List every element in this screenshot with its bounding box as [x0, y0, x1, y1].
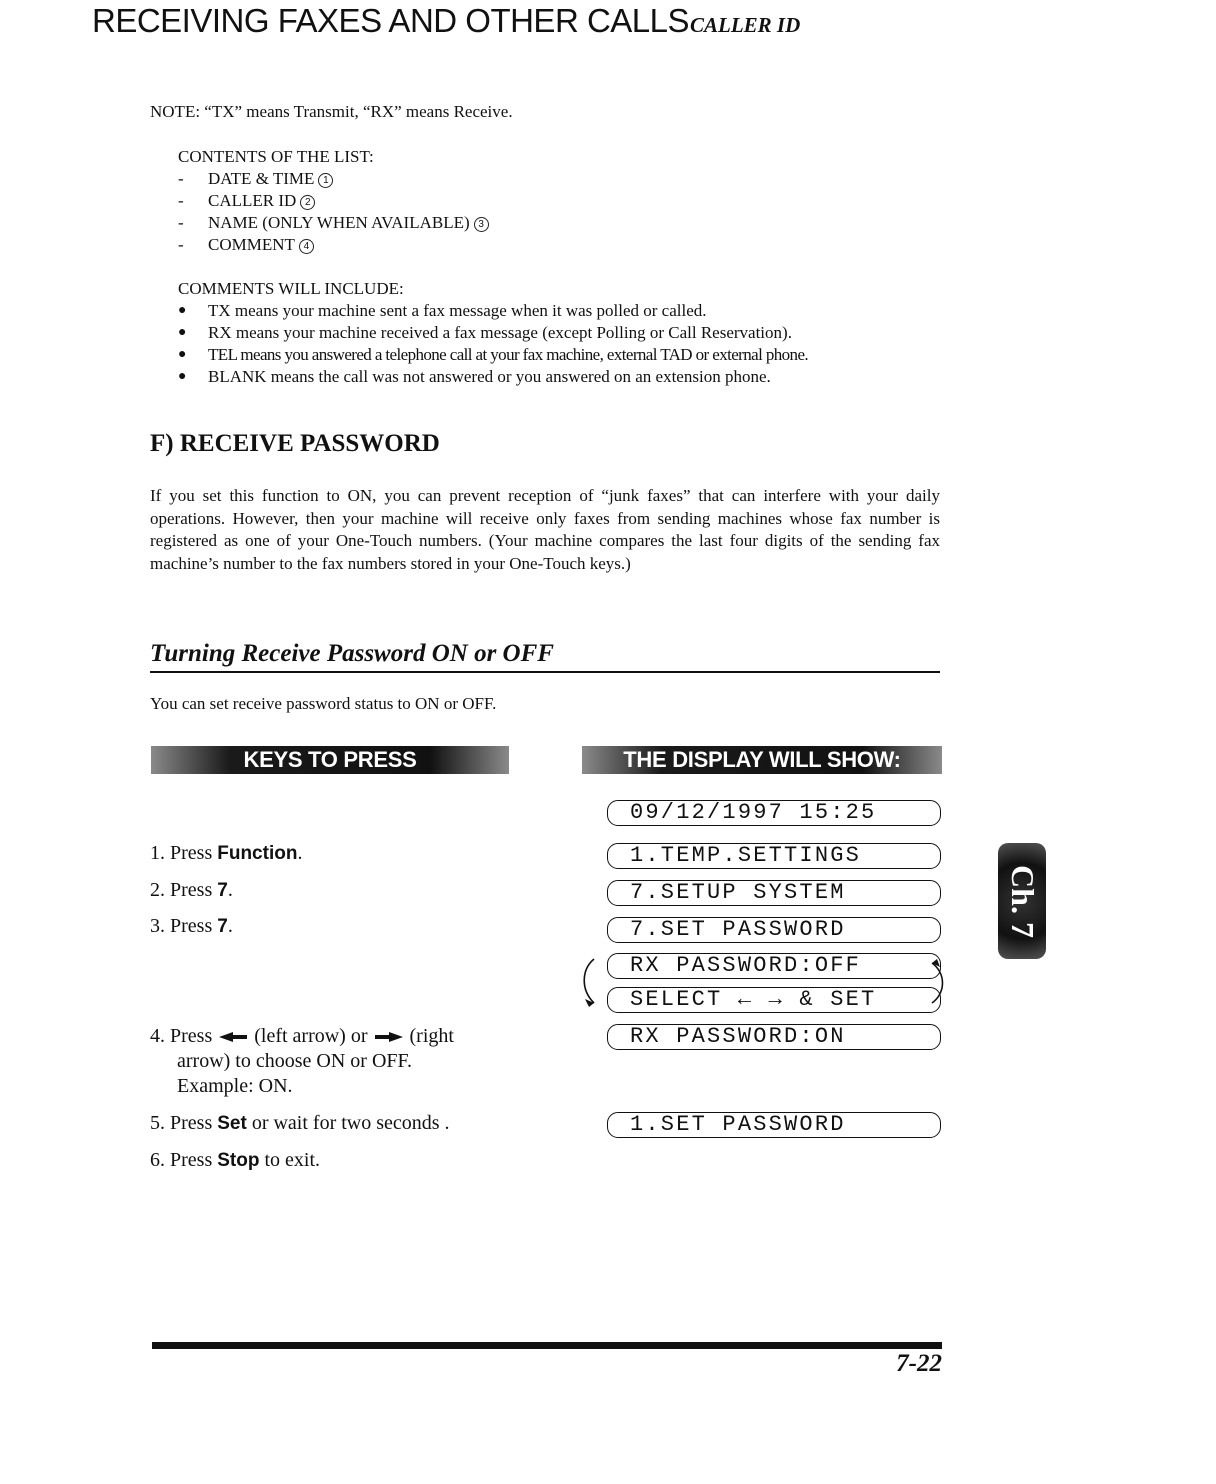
left-arrow-icon [219, 1032, 247, 1042]
step-text: . [297, 842, 303, 864]
keys-to-press-bar: KEYS TO PRESS [151, 746, 509, 774]
list-item: - NAME (ONLY WHEN AVAILABLE) 3 [178, 212, 938, 234]
step-text: 2. Press [150, 879, 218, 901]
right-arrow-icon [375, 1032, 403, 1042]
list-item: - DATE & TIME 1 [178, 168, 938, 190]
list-item: - CALLER ID 2 [178, 190, 938, 212]
step-text: 4. Press [150, 1025, 213, 1047]
key-name: 7 [217, 880, 228, 901]
contents-heading: CONTENTS OF THE LIST: [178, 147, 374, 166]
page-header-subtitle: CALLER ID [690, 13, 801, 37]
list-item: ● RX means your machine received a fax message (except Polling or Call Reservation). [178, 323, 792, 342]
key-name: Set [217, 1113, 247, 1134]
step-text: 1. Press [150, 842, 218, 864]
circled-number: 4 [299, 239, 314, 254]
section-heading: F) RECEIVE PASSWORD [150, 430, 440, 457]
step-1 [150, 841, 302, 866]
circled-number: 2 [300, 195, 315, 210]
step-3 [150, 914, 233, 939]
list-item-label: CALLER ID [208, 191, 297, 210]
circled-number: 3 [474, 217, 489, 232]
step-5 [150, 1111, 450, 1136]
list-item: ● TEL means you answered a telephone call at your fax machine, external TAD or external phone. [178, 345, 809, 364]
step-text: 6. Press [150, 1149, 218, 1171]
step-text: 3. Press [150, 915, 218, 937]
lcd-display: 7.SETUP SYSTEM [607, 880, 941, 906]
list-item-label: DATE & TIME [208, 169, 315, 188]
key-name: Stop [217, 1150, 260, 1171]
key-name: 7 [217, 916, 228, 937]
lcd-display: 7.SET PASSWORD [607, 917, 941, 943]
note-text: NOTE: “TX” means Transmit, “RX” means Receive. [150, 102, 513, 121]
chapter-tab-label: Ch. 7 [1004, 864, 1041, 938]
section-paragraph: If you set this function to ON, you can prevent reception of “junk faxes” that can interfere with your daily operations. However, then your machine will receive only faxes from sending machines whose fax number is registered as one of your One-Touch numbers. (Your machine compares the last four digits of the sending fax machine’s number to the fax numbers stored in your One-Touch keys.) [150, 486, 940, 573]
list-item: ● BLANK means the call was not answered or you answered on an extension phone. [178, 367, 771, 386]
step-text: Example: ON. [177, 1075, 293, 1097]
subsection-intro: You can set receive password status to ON or OFF. [150, 694, 497, 713]
lcd-display: SELECT ← → & SET [607, 987, 941, 1013]
list-item-text: TEL means you answered a telephone call at your fax machine, external TAD or external phone. [208, 345, 809, 364]
step-text: 5. Press [150, 1112, 218, 1134]
list-item: - COMMENT 4 [178, 234, 938, 256]
subsection-heading: Turning Receive Password ON or OFF [150, 640, 940, 673]
display-will-show-bar: THE DISPLAY WILL SHOW: [582, 746, 942, 774]
step-text: . [227, 915, 233, 937]
lcd-display: RX PASSWORD:OFF [607, 953, 941, 979]
list-item: ● TX means your machine sent a fax message when it was polled or called. [178, 301, 707, 320]
step-text: (right [409, 1025, 454, 1047]
step-2 [150, 878, 233, 903]
list-item-text: BLANK means the call was not answered or you answered on an extension phone. [208, 367, 771, 386]
list-item-label: NAME (ONLY WHEN AVAILABLE) [208, 213, 470, 232]
list-item-text: RX means your machine received a fax message (except Polling or Call Reservation). [208, 323, 792, 342]
lcd-display: 09/12/1997 15:25 [607, 800, 941, 826]
step-6 [150, 1148, 320, 1173]
comments-block [178, 278, 958, 388]
contents-block [178, 146, 938, 256]
lcd-display: 1.SET PASSWORD [607, 1112, 941, 1138]
circled-number: 1 [318, 173, 333, 188]
footer-rule [152, 1342, 942, 1349]
step-text: . [227, 879, 233, 901]
step-text: or wait for two seconds . [246, 1112, 450, 1134]
lcd-display: RX PASSWORD:ON [607, 1024, 941, 1050]
comments-list [178, 300, 958, 388]
page-number: 7-22 [896, 1350, 942, 1377]
page-header-title: RECEIVING FAXES AND OTHER CALLS [92, 2, 689, 39]
lcd-display: 1.TEMP.SETTINGS [607, 843, 941, 869]
step-text: arrow) to choose ON or OFF. [177, 1050, 413, 1072]
chapter-tab [998, 843, 1046, 959]
comments-heading: COMMENTS WILL INCLUDE: [178, 279, 404, 298]
cycle-right-arrow-icon [918, 955, 950, 1011]
contents-list [178, 168, 938, 256]
cycle-left-arrow-icon [576, 955, 608, 1011]
step-text: to exit. [259, 1149, 320, 1171]
key-name: Function [217, 843, 298, 864]
step-text: (left arrow) or [254, 1025, 368, 1047]
step-4 [150, 1024, 530, 1099]
list-item-label: COMMENT [208, 235, 295, 254]
list-item-text: TX means your machine sent a fax message when it was polled or called. [208, 301, 707, 320]
